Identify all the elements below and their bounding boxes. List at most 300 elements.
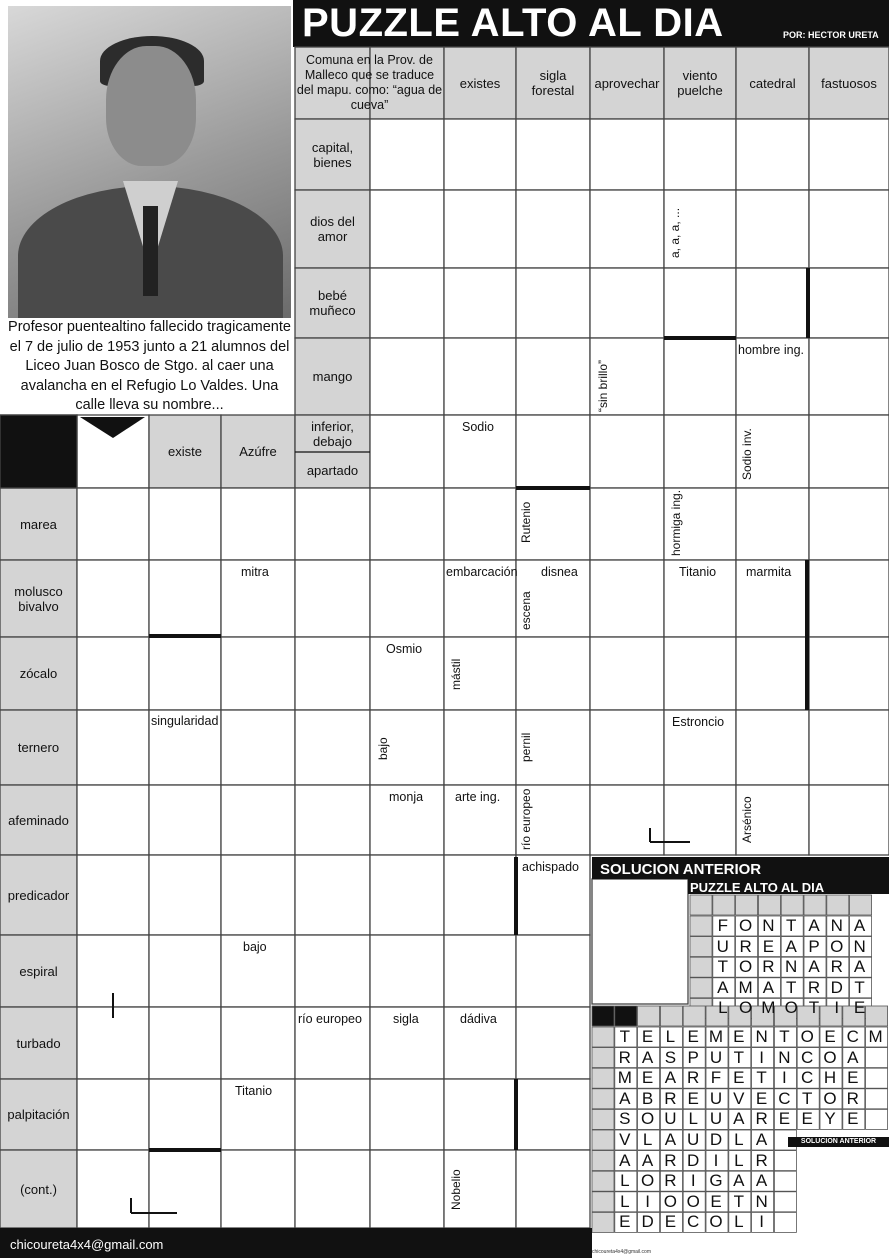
solution-cell [690,978,712,998]
answer-cell [736,710,809,785]
answer-cell [444,119,516,190]
answer-cell [736,637,809,710]
solution-letter: V [619,1130,631,1149]
solution-letter: U [687,1130,700,1149]
answer-cell [736,268,809,338]
solution-letter: O [830,936,844,956]
answer-cell [295,710,370,785]
solution-letter: A [664,1130,677,1149]
solution-letter: R [846,1088,859,1108]
top-clue: viento puelche [677,68,723,98]
solution-cell [638,1006,660,1026]
solution-letter: C [687,1212,700,1232]
answer-cell [370,415,444,488]
solution-letter: A [785,936,797,956]
solution-letter: E [733,1068,745,1088]
solution-heading: SOLUCION ANTERIOR [600,861,762,878]
solution-letter: H [823,1068,837,1088]
solution-letter: A [641,1047,654,1067]
solution-cell [592,1109,614,1129]
solution-letter: O [738,998,753,1018]
answer-cell [516,1150,590,1228]
solution-cell [592,1212,614,1232]
solution-letter: U [709,1109,723,1129]
solution-letter: A [619,1088,631,1108]
answer-cell [809,560,889,637]
solution-letter: T [808,998,820,1018]
answer-cell [444,268,516,338]
solution-email: chicoureta4x4@gmail.com [592,1249,651,1255]
answer-cell [77,560,149,637]
solution-letter: N [830,916,843,935]
solution-letter: E [619,1212,631,1232]
solution-letter: O [709,1212,723,1232]
solution-letter: R [739,936,752,956]
solution-letter: A [733,1109,745,1129]
answer-cell [516,415,590,488]
solution-letter: R [664,1088,677,1108]
solution-letter: O [823,1088,837,1108]
solution-letter: D [641,1212,654,1232]
solution-cell [758,895,780,915]
solution-letter: E [824,1027,836,1046]
solution-letter: A [717,977,729,997]
solution-letter: T [785,916,797,935]
solution-letter: E [762,936,775,956]
answer-cell [516,119,590,190]
puzzle-title: PUZZLE ALTO AL DIA [302,1,724,45]
answer-cell [221,855,295,935]
solution-letter: L [642,1130,653,1149]
answer-cell [444,1079,516,1150]
solution-letter: C [801,1047,814,1067]
solution-letter: L [688,1109,698,1129]
answer-cell [809,710,889,785]
inner-clue: monja [389,790,424,804]
answer-cell [149,637,221,710]
inner-clue-vertical: “sin brillo” [596,359,610,412]
solution-letter: L [734,1212,744,1232]
solution-letter: E [664,1212,677,1232]
solution-letter: M [708,1027,724,1046]
solution-letter: T [619,1027,630,1046]
solution-letter: R [618,1047,631,1067]
solution-letter: M [868,1027,883,1046]
answer-cell [590,190,664,268]
answer-cell [295,637,370,710]
mid-clue: existe [168,444,202,459]
left-clue: marea [20,516,57,532]
answer-cell [295,785,370,855]
inner-clue-vertical: Sodio inv. [740,428,754,480]
inner-clue: bajo [243,940,267,954]
solution-letter: E [853,998,866,1018]
solution-letter: O [823,1047,837,1067]
answer-cell [664,785,736,855]
answer-cell [736,119,809,190]
solution-letter: L [665,1027,676,1046]
solution-letter: A [847,1047,859,1067]
solution-letter: D [687,1150,700,1170]
left-clue: espiral [19,963,58,979]
answer-cell [664,338,736,415]
solution-letter: O [663,1191,677,1211]
solution-letter: E [778,1109,791,1129]
inner-clue: Estroncio [672,715,725,729]
solution-letter: A [755,1171,768,1191]
answer-cell [809,415,889,488]
answer-cell [77,1079,149,1150]
answer-cell [295,855,370,935]
solution-letter: R [807,977,821,997]
solution-letter: E [641,1027,654,1046]
inner-clue: mitra [241,565,269,579]
answer-cell [444,935,516,1007]
solution-letter: T [733,1047,744,1067]
answer-cell [77,710,149,785]
answer-cell [77,855,149,935]
answer-cell [664,637,736,710]
solution-cell [713,895,735,915]
answer-cell [809,488,889,560]
solution-letter: C [846,1027,859,1046]
answer-cell [221,637,295,710]
solution-letter: F [710,1068,722,1088]
solution-cell [781,895,803,915]
solution-letter: C [801,1068,814,1088]
top-clue: catedral [749,75,796,91]
inner-clue-vertical: hormiga ing. [669,489,683,556]
solution-cell [592,1089,614,1109]
solution-letter: A [762,977,775,997]
solution-cell [660,1006,682,1026]
inner-clue-vertical: a, a, a, ... [668,207,682,258]
solution-cell [774,1192,796,1212]
answer-cell [664,119,736,190]
left-clue: predicador [7,887,70,903]
answer-cell [370,268,444,338]
answer-cell [809,119,889,190]
answer-cell [444,855,516,935]
solution-cell [736,895,758,915]
solution-letter: R [755,1109,768,1129]
answer-cell [221,785,295,855]
solution-letter: S [619,1109,631,1129]
inner-clue: marmita [746,565,792,579]
solution-letter: I [782,1068,787,1088]
answer-cell [516,1007,590,1079]
solution-letter: E [733,1027,745,1046]
left-clue: (cont.) [20,1181,57,1197]
solution-letter: R [755,1150,768,1170]
solution-cell [866,1048,888,1068]
solution-letter: L [734,1150,744,1170]
solution-letter: A [733,1171,745,1191]
solution-letter: N [778,1047,791,1067]
answer-cell [149,1079,221,1150]
solution-letter: Y [824,1109,836,1129]
solution-subtitle: PUZZLE ALTO AL DIA [690,880,825,895]
author-credit: POR: HECTOR URETA [783,30,879,40]
answer-cell [149,935,221,1007]
solution-label: SOLUCION ANTERIOR [788,1137,889,1147]
solution-letter: L [718,998,728,1018]
solution-letter: R [830,957,843,977]
solution-letter: L [620,1191,630,1211]
solution-cell [690,895,712,915]
solution-letter: R [687,1068,700,1088]
solution-letter: M [761,998,776,1018]
solution-letter: I [690,1171,696,1191]
solution-cell [850,895,872,915]
solution-letter: E [641,1068,654,1088]
solution-letter: B [641,1088,654,1108]
solution-letter: I [713,1150,719,1170]
solution-letter: E [847,1109,859,1129]
solution-letter: L [734,1130,744,1149]
solution-letter: T [779,1027,790,1046]
inner-clue: Titanio [679,565,717,579]
inner-clue: dádiva [460,1012,497,1026]
solution-letter: A [755,1130,768,1149]
answer-cell [370,935,444,1007]
solution-letter: P [808,936,820,956]
solution-letter: D [709,1130,723,1149]
inner-clue: Titanio [235,1084,273,1098]
left-clue: afeminado [8,812,69,828]
solution-letter: R [762,957,775,977]
solution-letter: T [733,1191,744,1211]
inner-clue: río europeo [298,1012,362,1026]
solution-letter: E [801,1109,813,1129]
solution-letter: T [785,977,797,997]
inner-clue: arte ing. [455,790,501,804]
solution-cell [592,1068,614,1088]
solution-letter: F [717,916,728,935]
solution-letter: R [664,1171,677,1191]
answer-cell [809,190,889,268]
solution-cell [592,1171,614,1191]
solution-letter: M [617,1068,632,1088]
solution-cell [592,1151,614,1171]
solution-letter: M [738,977,753,997]
solution-cell [827,895,849,915]
solution-letter: A [808,916,820,935]
mid-clue: inferior, debajo [311,418,354,449]
answer-cell [295,935,370,1007]
answer-cell [221,710,295,785]
solution-letter: A [853,957,866,977]
solution-letter: I [759,1047,764,1067]
solution-letter: E [847,1068,859,1088]
top-clue: Comuna en la Prov. de Malleco que se traduce del mapu. como: “agua de cueva” [296,53,443,112]
inner-clue: singularidad [151,714,219,728]
answer-cell [370,119,444,190]
answer-cell [77,488,149,560]
mid-clue: Azúfre [239,444,277,459]
inner-clue: embarcación [446,565,518,579]
inner-clue: disnea [541,565,578,579]
answer-cell [295,1150,370,1228]
top-clue: fastuosos [821,75,877,91]
solution-letter: O [640,1109,655,1129]
answer-cell [444,710,516,785]
answer-cell [664,415,736,488]
left-clue: dios del amor [310,214,355,244]
answer-cell [149,560,221,637]
solution-letter: I [834,998,840,1018]
answer-cell [809,268,889,338]
solution-letter: I [759,1212,764,1232]
solution-letter: U [716,936,729,956]
solution-letter: A [641,1150,654,1170]
solution-letter: N [755,1191,768,1211]
left-clue: palpitación [7,1107,70,1122]
solution-letter: A [853,916,866,935]
left-clue: ternero [17,740,60,755]
answer-cell [590,415,664,488]
solution-cell [774,1151,796,1171]
answer-cell [516,935,590,1007]
solution-cell [866,1068,888,1088]
left-clue: zócalo [19,666,58,681]
solution-letter: E [755,1088,768,1108]
solution-cell [690,937,712,957]
solution-cell [866,1089,888,1109]
answer-cell [590,268,664,338]
answer-cell [590,488,664,560]
answer-cell [444,190,516,268]
solution-cell [774,1171,796,1191]
answer-cell [370,488,444,560]
answer-cell [516,338,590,415]
answer-cell [590,785,664,855]
solution-letter: U [709,1047,723,1067]
solution-letter: R [664,1150,677,1170]
left-clue: bebé muñeco [309,288,356,318]
inner-clue-vertical: escena [519,591,533,630]
answer-cell [370,190,444,268]
solution-letter: A [619,1150,631,1170]
solution-letter: P [687,1047,699,1067]
answer-cell [149,1150,221,1228]
solution-letter: U [664,1109,677,1129]
solution-letter: N [755,1027,768,1046]
inner-clue-vertical: pernil [519,732,533,762]
answer-cell [444,488,516,560]
solution-letter: S [664,1047,677,1067]
answer-cell [149,488,221,560]
answer-cell [516,268,590,338]
solution-letter: T [854,977,865,997]
answer-cell [221,1150,295,1228]
solution-cell [690,957,712,977]
solution-letter: T [717,957,728,977]
answer-cell [370,855,444,935]
answer-cell [370,1079,444,1150]
solution-cell [804,895,826,915]
solution-cell [592,1192,614,1212]
left-clue: capital, bienes [311,139,354,170]
answer-cell [664,268,736,338]
solution-letter: A [808,957,820,977]
answer-cell [590,119,664,190]
left-clue: mango [312,369,353,384]
mid-clue: apartado [306,462,359,478]
answer-cell [370,560,444,637]
inner-clue-vertical: Arsénico [740,796,754,843]
answer-cell [590,637,664,710]
photo-caption: Profesor puentealtino fallecido tragicamente el 7 de julio de 1953 junto a 21 alumnos del Liceo Juan Bosco de Stgo. al caer una avalancha en el Refugio Lo Valdes. Una calle lleva su nombre... [8,319,291,413]
inner-clue: hombre ing. [738,343,805,357]
inner-clue-vertical: bajo [376,737,390,760]
solution-letter: O [686,1191,700,1211]
inner-clue: achispado [522,860,579,874]
inner-clue-vertical: río europeo [519,788,533,850]
solution-cell [592,1048,614,1068]
inner-clue-vertical: Rutenio [519,501,533,543]
answer-cell [77,785,149,855]
solution-letter: O [738,957,753,977]
solution-letter: O [784,998,798,1018]
solution-letter: T [801,1088,813,1108]
answer-cell [149,785,221,855]
solution-letter: O [640,1171,655,1191]
answer-cell [516,1079,590,1150]
inner-clue: Sodio [462,420,494,434]
answer-cell [295,1079,370,1150]
answer-cell [736,190,809,268]
solution-letter: L [620,1171,630,1191]
answer-cell [221,488,295,560]
solution-cell [683,1006,705,1026]
answer-cell [590,710,664,785]
solution-cell [592,1130,614,1150]
answer-cell [370,338,444,415]
solution-cell [866,1109,888,1129]
inner-clue-vertical: Nobelio [449,1169,463,1210]
solution-cell [615,1006,637,1026]
solution-letter: C [778,1088,791,1108]
left-clue: turbado [16,1035,61,1051]
solution-letter: T [756,1068,767,1088]
solution-letter: I [645,1191,650,1211]
solution-letter: O [738,916,753,935]
solution-letter: E [687,1088,699,1108]
answer-cell [77,637,149,710]
top-clue: aprovechar [594,75,660,91]
solution-letter: N [762,916,775,935]
solution-cell [592,1006,614,1026]
black-corner [0,415,77,488]
solution-cell [690,916,712,936]
answer-cell [736,488,809,560]
answer-cell [149,855,221,935]
answer-cell [516,190,590,268]
answer-cell [149,1007,221,1079]
solution-letter: N [853,936,866,956]
solution-letter: E [710,1191,722,1211]
answer-cell [295,560,370,637]
solution-photo-box [592,879,688,1004]
contact-email: chicoureta4x4@gmail.com [10,1237,164,1252]
solution-letter: V [733,1088,745,1108]
solution-letter: O [800,1027,814,1046]
answer-cell [809,637,889,710]
inner-clue: Osmio [386,642,423,656]
top-clue: sigla forestal [531,68,575,98]
solution-letter: D [830,977,843,997]
